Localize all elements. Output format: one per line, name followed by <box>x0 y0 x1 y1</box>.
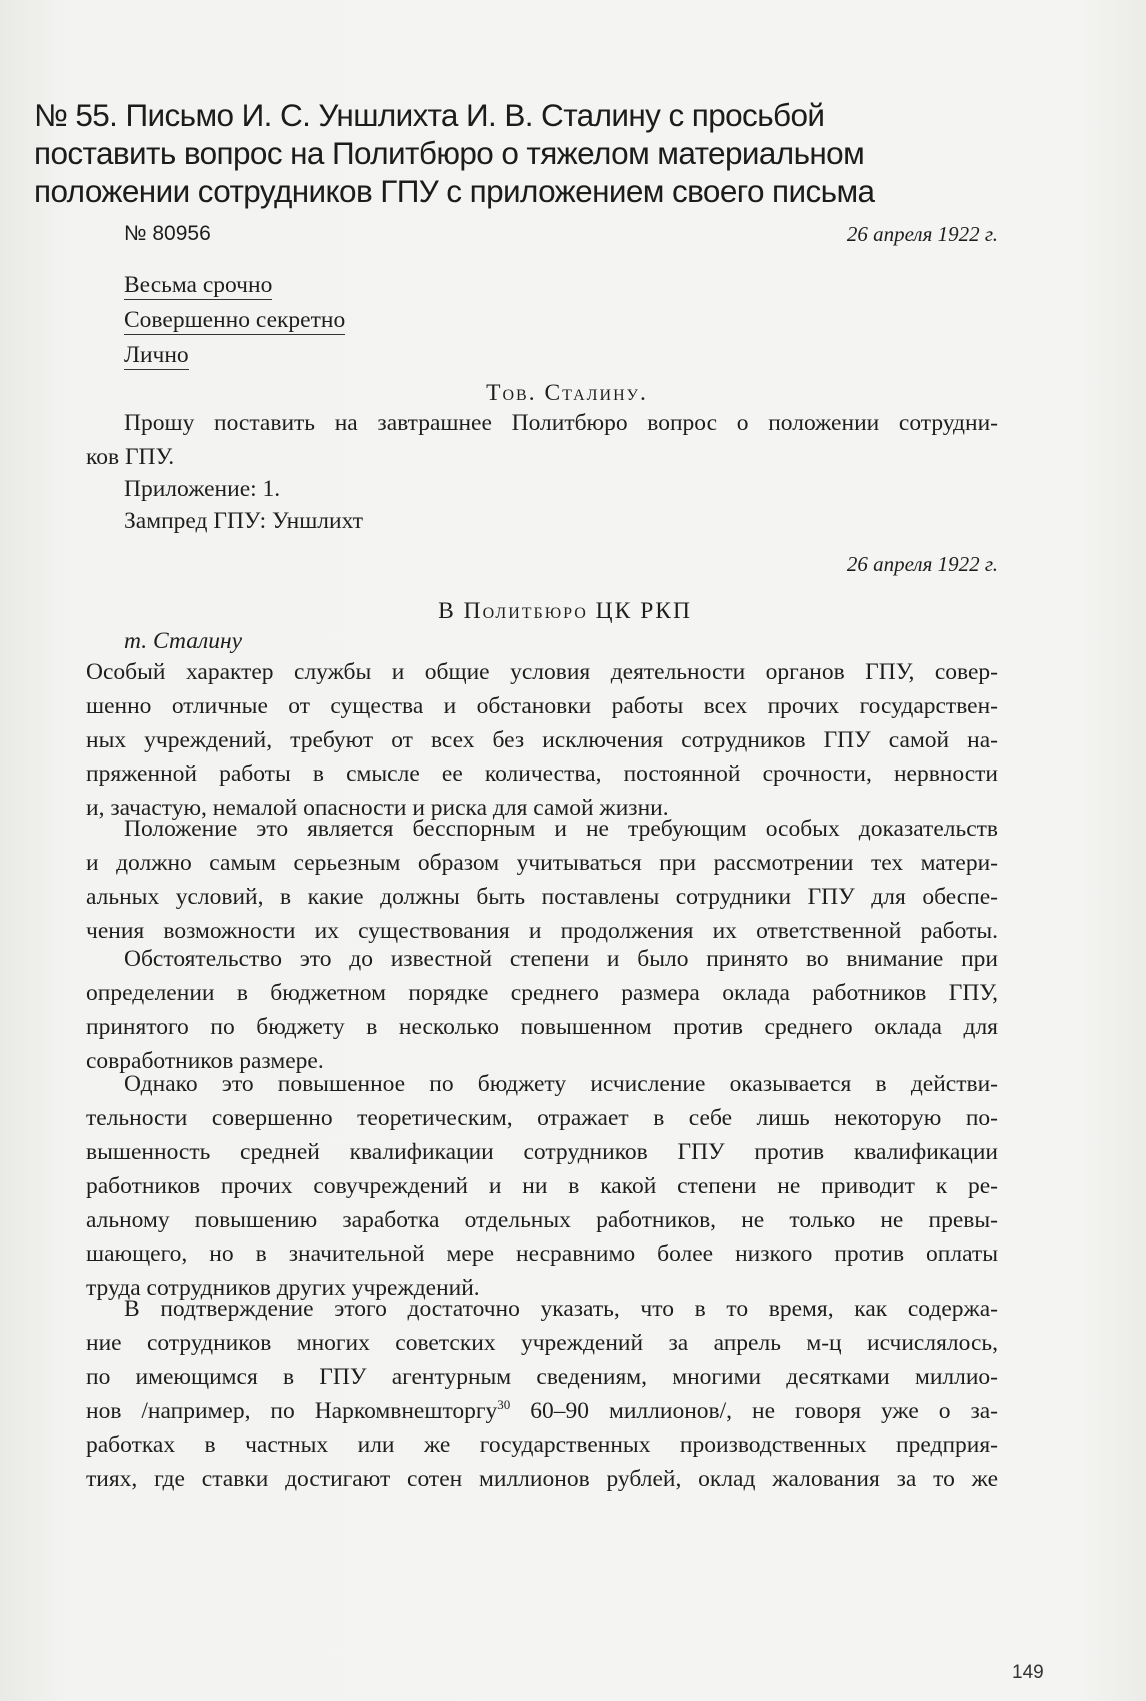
paragraph-1 <box>86 655 998 825</box>
mark-personal: Лично <box>124 342 189 368</box>
document-date: 26 апреля 1922 г. <box>846 222 998 246</box>
text-line: работках в частных или же государственных производственных предприя- <box>86 1432 998 1458</box>
text-line: по имеющимся в ГПУ агентурным сведениям, многими десятками миллио- <box>86 1364 998 1390</box>
text-line: совработников размере. <box>86 1048 324 1074</box>
paragraph-5 <box>86 1292 998 1496</box>
document-meta <box>124 222 998 252</box>
text-line: Однако это повышенное по бюджету исчисление оказывается в действи- <box>124 1071 998 1097</box>
text-line: тельности совершенно теоретическим, отражает в себе лишь некоторую по- <box>86 1105 998 1131</box>
text-line: альных условий, в какие должны быть поставлены сотрудники ГПУ для обеспе- <box>86 884 998 910</box>
text-line: Особый характер службы и общие условия деятельности органов ГПУ, совер- <box>86 659 998 685</box>
text-line: и должно самым серьезным образом учитываться при рассмотрении тех матери- <box>86 850 998 876</box>
text-line: работников прочих совучреждений и ни в какой степени не приводит к ре- <box>86 1173 998 1199</box>
paragraph-4 <box>86 1067 998 1305</box>
paragraph-2 <box>86 812 998 948</box>
text-line: Обстоятельство это до известной степени и было принято во внимание при <box>124 946 998 972</box>
text-line: альному повышению заработка отдельных работников, не только не превы- <box>86 1207 998 1233</box>
addressee: Тов. Сталину. <box>486 380 648 406</box>
text-fragment: нов /например, по Наркомвнешторгу <box>86 1398 498 1424</box>
letter-date: 26 апреля 1922 г. <box>846 552 998 576</box>
title-line: поставить вопрос на Политбюро о тяжелом материальном <box>34 135 865 171</box>
page-number: 149 <box>1012 1662 1044 1683</box>
text-line: ных учреждений, требуют от всех без исключения сотрудников ГПУ самой на- <box>86 727 998 753</box>
signature-line: Зампред ГПУ: Уншлихт <box>124 508 364 534</box>
text-line: шенно отличные от существа и обстановки работы всех прочих государствен- <box>86 693 998 719</box>
document-title <box>34 96 954 210</box>
classification-marks <box>124 270 345 375</box>
text-line: чения возможности их существования и продолжения их ответственной работы. <box>86 918 998 944</box>
text-line: В подтверждение этого достаточно указать, что в то время, как содержа- <box>124 1296 998 1322</box>
title-line: положении сотрудников ГПУ с приложением своего письма <box>34 173 875 209</box>
text-line: вышенность средней квалификации сотрудников ГПУ против квалификации <box>86 1139 998 1165</box>
mark-urgent: Весьма срочно <box>124 272 273 298</box>
document-number: № 80956 <box>124 222 211 245</box>
title-line: № 55. Письмо И. С. Уншлихта И. В. Сталину с просьбой <box>34 97 825 133</box>
request-line: Прошу поставить на завтрашнее Политбюро вопрос о положении сотрудни- <box>124 410 998 436</box>
letter-heading: В Политбюро ЦК РКП <box>438 598 692 624</box>
text-line-with-footnote <box>86 1394 998 1428</box>
text-line: Положение это является бесспорным и не требующим особых доказательств <box>124 816 998 842</box>
paragraph-3 <box>86 942 998 1078</box>
letter-addressee: т. Сталину <box>124 628 243 654</box>
text-line: принятого по бюджету в несколько повышенном против среднего оклада для <box>86 1014 998 1040</box>
mark-secret: Совершенно секретно <box>124 307 346 333</box>
text-line: ние сотрудников многих советских учреждений за апрель м-ц исчислялось, <box>86 1330 998 1356</box>
text-line: шающего, но в значительной мере несравнимо более низкого против оплаты <box>86 1241 998 1267</box>
text-line: пряженной работы в смысле ее количества, постоянной срочности, нервности <box>86 761 998 787</box>
text-line: определении в бюджетном порядке среднего размера оклада работников ГПУ, <box>86 980 998 1006</box>
request-text <box>86 406 998 474</box>
text-fragment: 60–90 миллионов/, не говоря уже о за- <box>510 1398 998 1424</box>
request-line: ков ГПУ. <box>86 444 175 470</box>
attachment-line: Приложение: 1. <box>124 476 281 502</box>
text-line: и, зачастую, немалой опасности и риска для самой жизни. <box>86 795 669 821</box>
footnote-ref[interactable]: 30 <box>497 1397 511 1412</box>
text-line: тиях, где ставки достигают сотен миллионов рублей, оклад жалования за то же <box>86 1466 998 1492</box>
text-line: труда сотрудников других учреждений. <box>86 1275 480 1301</box>
